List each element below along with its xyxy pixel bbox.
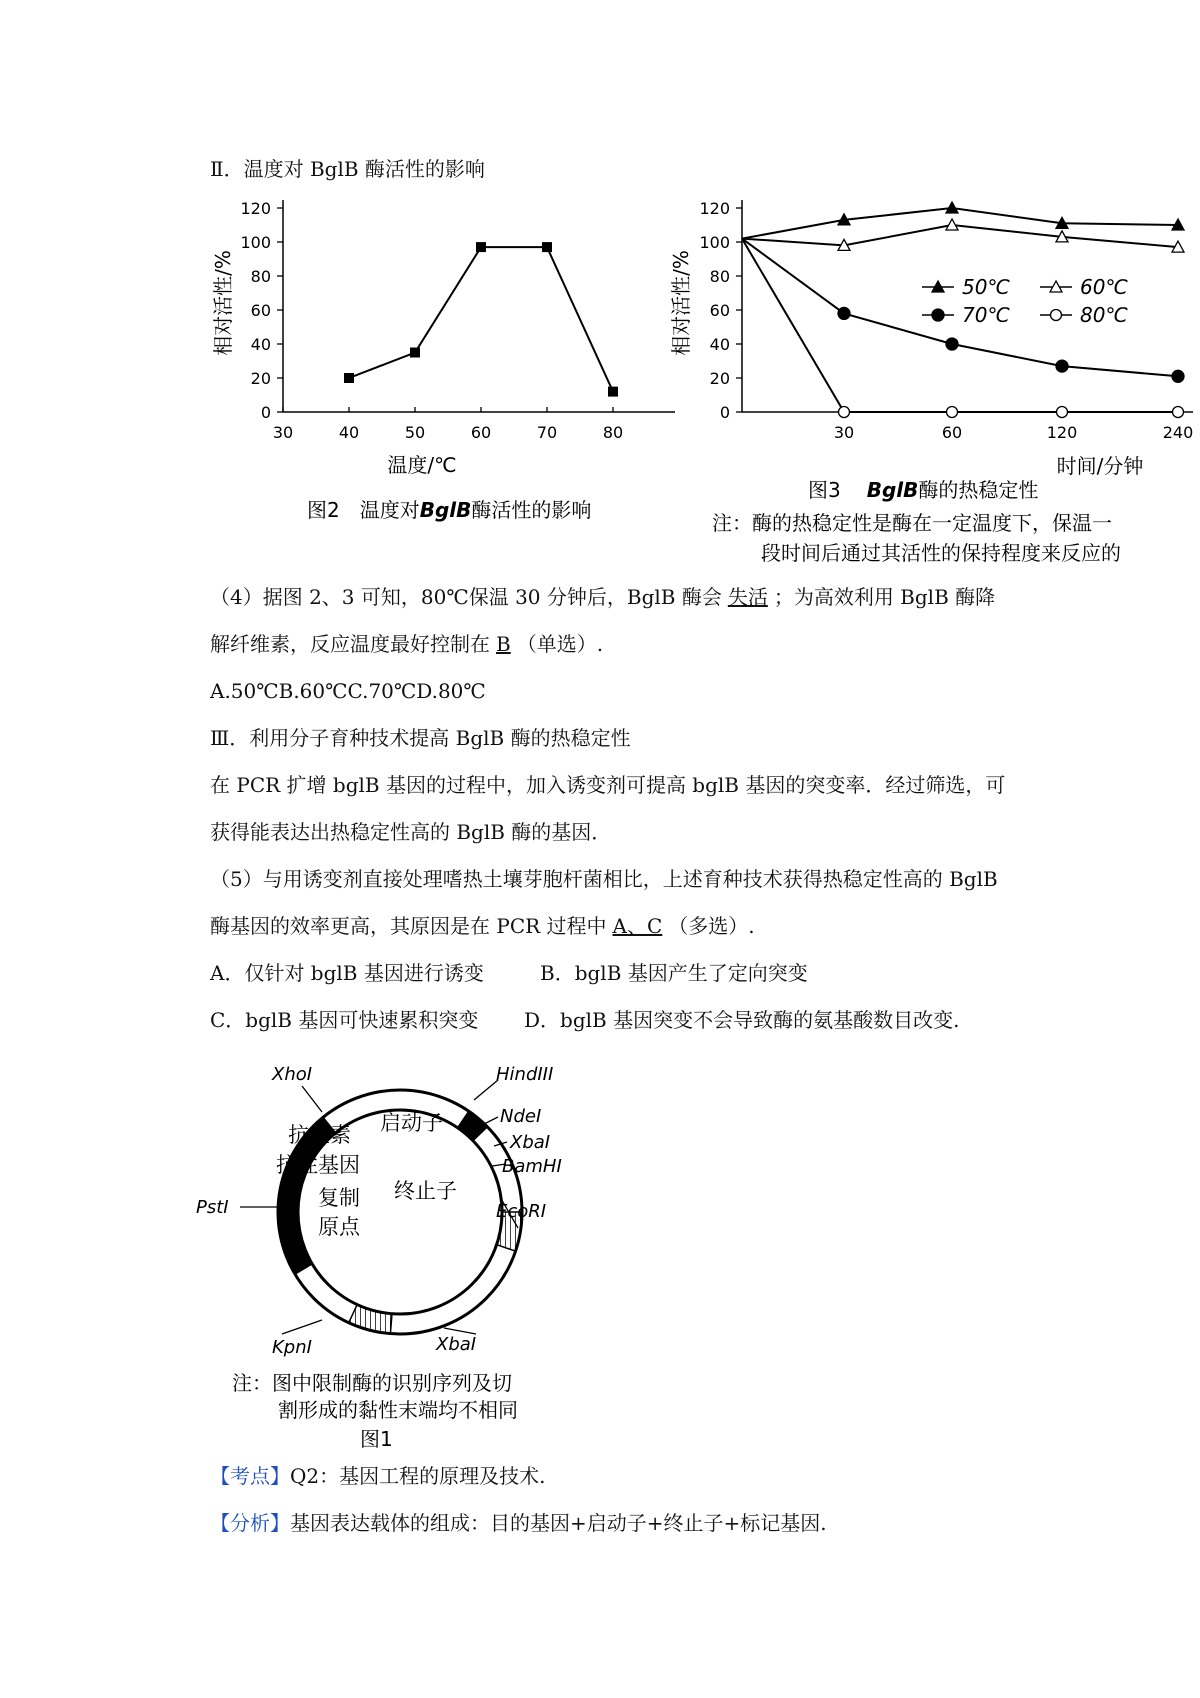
fig3-note-2: 段时间后通过其活性的保持程度来反应的 <box>761 541 1121 565</box>
fig2-y-tick-label: 60 <box>250 301 271 320</box>
kaodian-line <box>210 1464 545 1488</box>
fig3-point-3 <box>839 407 850 418</box>
fig3-legend-label: 80℃ <box>1080 303 1128 327</box>
fig2-point <box>410 348 420 358</box>
origin-label-2: 原点 <box>318 1215 360 1239</box>
paragraph-1: 在 PCR 扩增 bglB 基因的过程中，加入诱变剂可提高 bglB 基因的突变率．经过筛选，可 <box>210 773 1006 797</box>
fig3-y-tick-label: 120 <box>699 199 730 218</box>
fenxi-tag: 【分析】 <box>210 1511 290 1535</box>
q5-option-c: C．bglB 基因可快速累积突变 <box>210 1008 479 1032</box>
site-label-xhoi: XhoI <box>272 1064 313 1085</box>
figures-2-3 <box>0 180 1200 580</box>
section-title-2: Ⅱ．温度对 BglB 酶活性的影响 <box>210 157 485 181</box>
fig3-point-2 <box>838 307 850 319</box>
fig3-y-tick-label: 20 <box>709 369 730 388</box>
fig3-point-2 <box>1172 370 1184 382</box>
fig3-x-tick-label: 120 <box>1046 423 1078 442</box>
site-label-ndei: NdeI <box>500 1106 542 1127</box>
origin-label-1: 复制 <box>318 1186 360 1210</box>
fig2-y-tick-label: 80 <box>250 267 271 286</box>
fig3-legend-label: 60℃ <box>1080 275 1128 299</box>
origin-segment <box>349 1305 392 1334</box>
q4-answer-1: 失活 <box>727 585 768 609</box>
site-label-hindiii: HindIII <box>496 1064 554 1085</box>
q5-option-a: A．仅针对 bglB 基因进行诱变 <box>210 961 484 985</box>
fig3-point-3 <box>1173 407 1184 418</box>
fig2-x-tick-label: 40 <box>338 423 360 442</box>
section-title-3: Ⅲ．利用分子育种技术提高 BglB 酶的热稳定性 <box>210 726 631 750</box>
fig3-point-3 <box>947 407 958 418</box>
fig2-x-tick-label: 50 <box>404 423 426 442</box>
fig3-ylabel: 相对活性/% <box>669 250 693 356</box>
fig3-legend-label: 70℃ <box>962 303 1010 327</box>
fig3-chart <box>669 199 1193 565</box>
fig1-plasmid-diagram <box>196 1052 640 1452</box>
paragraph-2: 获得能表达出热稳定性高的 BglB 酶的基因． <box>210 820 612 844</box>
fig3-point-2 <box>1056 360 1068 372</box>
fenxi-text: 基因表达载体的组成：目的基因+启动子+终止子+标记基因. <box>290 1511 827 1535</box>
fig2-y-tick-label: 0 <box>260 403 271 422</box>
fenxi-line <box>210 1511 827 1535</box>
fig3-caption: 图3 BglB酶的热稳定性 <box>808 478 1039 502</box>
fig2-ylabel: 相对活性/% <box>211 250 235 356</box>
q5-text-2b: （多选）. <box>668 914 755 938</box>
fig3-x-tick-label: 60 <box>941 423 963 442</box>
promoter-label: 启动子 <box>380 1111 443 1135</box>
site-label-bamhi: BamHI <box>502 1156 562 1177</box>
fig3-legend-marker <box>1051 310 1062 321</box>
fig2-point <box>542 242 552 252</box>
fig2-y-tick-label: 120 <box>240 199 271 218</box>
fig3-xlabel: 时间/分钟 <box>1056 454 1144 478</box>
q5-text-2a: 酶基因的效率更高，其原因是在 PCR 过程中 <box>210 914 607 938</box>
site-label-xbai-top: XbaI <box>510 1132 551 1153</box>
q4-text-1b: ；为高效利用 BglB 酶降 <box>773 585 996 609</box>
fig3-y-tick-label: 40 <box>709 335 730 354</box>
q4-text-2b: （单选）. <box>516 632 604 656</box>
q4-answer-2: B <box>496 632 511 656</box>
fig2-xlabel: 温度/℃ <box>387 453 457 477</box>
q4-line-2 <box>210 632 603 656</box>
fig1-caption: 图1 <box>360 1427 393 1451</box>
q5-answer: A、C <box>612 914 663 938</box>
fig3-legend-marker <box>932 309 944 321</box>
fig3-point-3 <box>1057 407 1068 418</box>
resistance-label-1: 抗生素 <box>288 1123 351 1147</box>
fig2-x-tick-label: 80 <box>602 423 624 442</box>
resistance-label-2: 抗性基因 <box>276 1153 360 1177</box>
fig3-line-1 <box>742 225 1178 247</box>
fig3-note-1: 注：酶的热稳定性是酶在一定温度下，保温一 <box>712 511 1112 535</box>
q4-line-1 <box>210 585 995 609</box>
fig2-x-tick-label: 60 <box>470 423 492 442</box>
fig2-y-tick-label: 20 <box>250 369 271 388</box>
q5-option-b: B．bglB 基因产生了定向突变 <box>540 961 808 985</box>
terminator-label: 终止子 <box>394 1179 457 1203</box>
q5-option-d: D．bglB 基因突变不会导致酶的氨基酸数目改变. <box>524 1008 960 1032</box>
fig2-point <box>344 373 354 383</box>
q4-options: A.50℃B.60℃C.70℃D.80℃ <box>210 679 486 703</box>
site-label-ecori: EcoRI <box>496 1201 547 1222</box>
fig2-chart <box>211 199 675 522</box>
q4-text-2a: 解纤维素，反应温度最好控制在 <box>210 632 490 656</box>
fig2-caption: 图2 温度对BglB酶活性的影响 <box>307 498 592 522</box>
fig3-line-0 <box>742 208 1178 239</box>
fig2-x-tick-label: 30 <box>272 423 294 442</box>
fig1-note-1: 注：图中限制酶的识别序列及切 <box>232 1371 512 1395</box>
fig3-point-2 <box>946 338 958 350</box>
fig2-line <box>349 247 613 392</box>
fig3-x-tick-label: 240 <box>1162 423 1194 442</box>
promoter-segment <box>457 1111 488 1141</box>
fig3-y-tick-label: 100 <box>699 233 730 252</box>
fig1-note-2: 割形成的黏性末端均不相同 <box>278 1398 518 1422</box>
kaodian-text: Q2：基因工程的原理及技术. <box>290 1464 546 1488</box>
q4-text-1a: （4）据图 2、3 可知，80℃保温 30 分钟后，BglB 酶会 <box>210 585 722 609</box>
fig3-legend-label: 50℃ <box>962 275 1010 299</box>
site-label-psti: PstI <box>196 1197 229 1218</box>
fig2-point <box>476 242 486 252</box>
fig2-y-tick-label: 40 <box>250 335 271 354</box>
fig3-y-tick-label: 80 <box>709 267 730 286</box>
fig3-y-tick-label: 0 <box>719 403 730 422</box>
fig2-x-tick-label: 70 <box>536 423 558 442</box>
kaodian-tag: 【考点】 <box>210 1464 290 1488</box>
site-label-xbai-bottom: XbaI <box>436 1334 477 1355</box>
fig2-point <box>608 387 618 397</box>
q5-line-1: （5）与用诱变剂直接处理嗜热土壤芽胞杆菌相比，上述育种技术获得热稳定性高的 BglB <box>210 867 998 891</box>
fig2-y-tick-label: 100 <box>240 233 271 252</box>
q5-line-2 <box>210 914 755 938</box>
site-label-kpni: KpnI <box>272 1337 312 1358</box>
fig3-y-tick-label: 60 <box>709 301 730 320</box>
fig3-x-tick-label: 30 <box>833 423 855 442</box>
